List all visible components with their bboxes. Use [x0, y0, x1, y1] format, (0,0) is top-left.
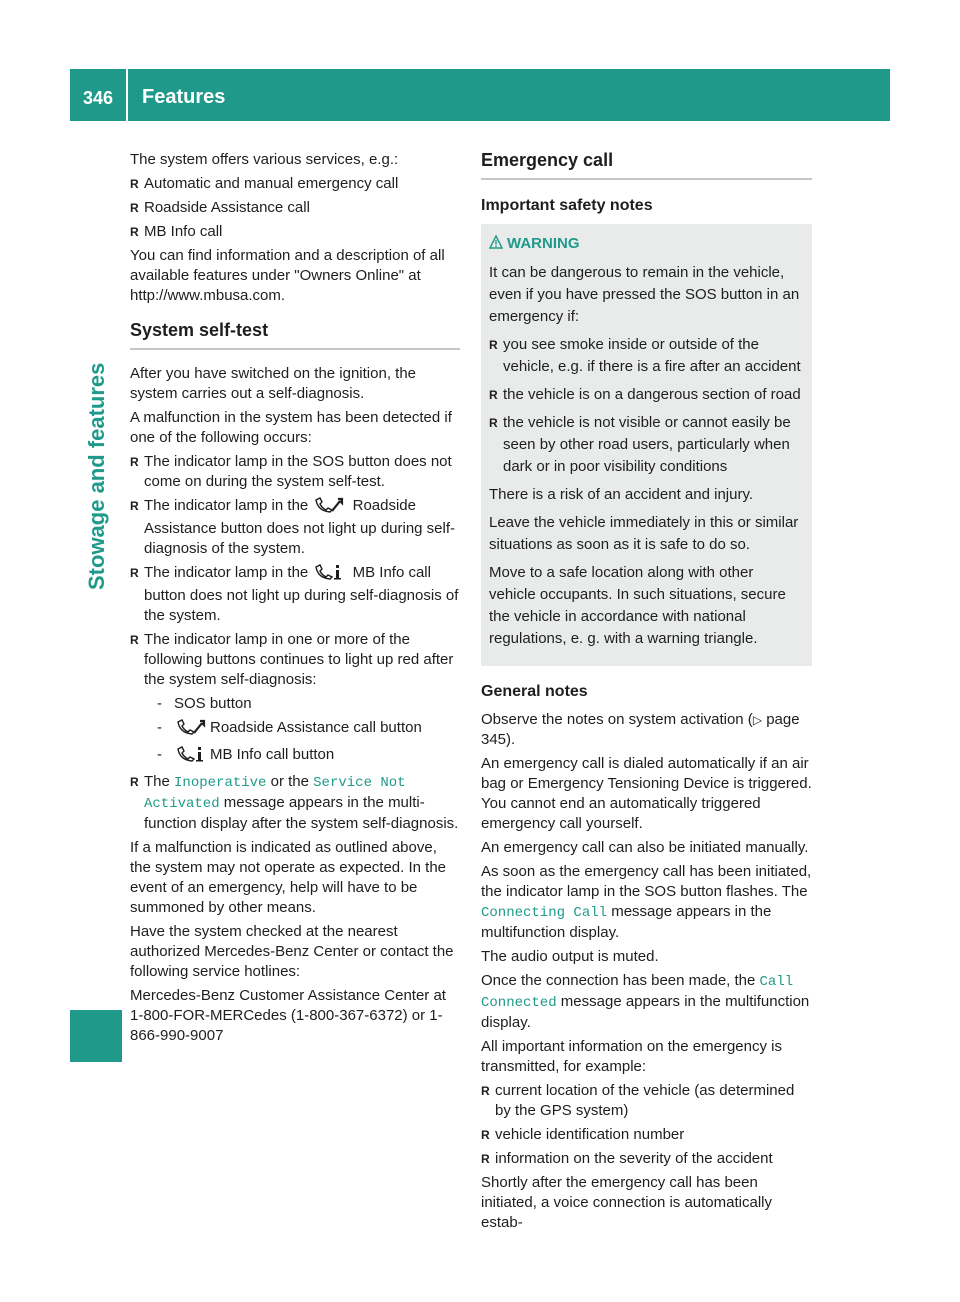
services-list	[130, 174, 460, 242]
list-item-text: The	[144, 773, 170, 790]
sublist-item	[144, 745, 460, 768]
paragraph-text: message appears in the multifunction display.	[481, 993, 810, 1031]
list-item: R MB Info call	[130, 222, 460, 242]
warning-triangle-icon	[489, 235, 503, 249]
list-item-text: The indicator lamp in the	[144, 564, 309, 581]
paragraph-text: Once the connection has been made, the	[481, 972, 756, 989]
page-number: 346	[83, 88, 114, 108]
page-reference-link[interactable]: page 345).	[481, 711, 800, 748]
sublist-item-text: Roadside Assistance call button	[210, 719, 422, 736]
list-item-text: The indicator lamp in one or more of the following buttons continues to light up red after the system self-diagnosis:	[144, 631, 454, 688]
display-message: Service Not Activated	[144, 775, 406, 812]
general-paragraph: Shortly after the emergency call has been initiated, a voice connection is automatically estab-	[481, 1174, 772, 1231]
display-message: Call Connected	[481, 974, 794, 1011]
general-paragraph	[481, 971, 812, 1033]
list-item-text: The indicator lamp in the	[144, 497, 309, 514]
phone-wrench-icon	[314, 497, 344, 519]
general-paragraph: An emergency call can also be initiated manually.	[481, 839, 809, 856]
warning-paragraph: Leave the vehicle immediately in this or similar situations as soon as it is safe to do so.	[489, 514, 799, 553]
list-item	[130, 496, 460, 559]
general-paragraph: All important information on the emergency is transmitted, for example:	[481, 1038, 782, 1075]
warning-title-text: WARNING	[507, 235, 580, 252]
warning-paragraph: There is a risk of an accident and injury.	[489, 486, 754, 503]
selftest-paragraph: A malfunction in the system has been detected if one of the following occurs:	[130, 409, 452, 446]
list-item-text: MB Info call button does not light up during self-diagnosis of the system.	[144, 564, 459, 624]
list-item	[130, 772, 460, 834]
list-item: R The indicator lamp in the SOS button does not come on during the system self-test.	[130, 452, 460, 492]
sublist-item-text: MB Info call button	[210, 746, 335, 763]
warning-list	[489, 334, 804, 478]
header-divider	[126, 69, 128, 121]
general-paragraph	[481, 862, 812, 943]
general-paragraph: The audio output is muted.	[481, 948, 659, 965]
list-item-text: Roadside Assistance button does not light up during self-diagnosis of the system.	[144, 497, 456, 557]
left-column	[130, 150, 460, 1050]
malfunction-list	[130, 452, 460, 834]
display-message: Connecting Call	[481, 905, 608, 921]
general-heading: General notes	[481, 683, 588, 700]
warning-paragraph: It can be dangerous to remain in the vehicle, even if you have pressed the SOS button in an emergency if:	[489, 264, 800, 325]
page-title: Features	[142, 86, 226, 108]
list-item-text: message appears in the multi-function display after the system self-diagnosis.	[144, 794, 459, 832]
list-item: R the vehicle is not visible or cannot easily be seen by other road users, particularly when dark or in poor visibility conditions	[489, 412, 804, 478]
list-item	[130, 630, 460, 768]
intro-text: The system offers various services, e.g.:	[130, 151, 399, 168]
list-item: R Roadside Assistance call	[130, 198, 460, 218]
list-item: R information on the severity of the accident	[481, 1149, 812, 1169]
check-paragraph: Have the system checked at the nearest authorized Mercedes-Benz Center or contact the following service hotlines:	[130, 923, 454, 980]
general-paragraph: An emergency call is dialed automatically if an air bag or Emergency Tensioning Device is triggered. You cannot end an automatically triggered emergency call yourself.	[481, 755, 812, 832]
display-message: Inoperative	[174, 775, 267, 791]
selftest-paragraph: After you have switched on the ignition, the system carries out a self-diagnosis.	[130, 365, 417, 402]
phone-info-icon	[314, 564, 344, 586]
phone-info-icon	[176, 746, 206, 768]
warning-title	[489, 234, 804, 254]
list-item: R Automatic and manual emergency call	[130, 174, 460, 194]
sublist-item: - SOS button	[144, 694, 460, 714]
section-heading: Emergency call	[481, 150, 812, 180]
list-item	[130, 563, 460, 626]
general-paragraph: Observe the notes on system activation (▷ page 345).	[481, 711, 800, 748]
phone-wrench-icon	[176, 719, 206, 741]
list-item: R current location of the vehicle (as determined by the GPS system)	[481, 1081, 812, 1121]
section-marker	[70, 1010, 122, 1062]
sublist-item	[144, 718, 460, 741]
list-item: R you see smoke inside or outside of the vehicle, e.g. if there is a fire after an accident	[489, 334, 804, 378]
info-text: You can find information and a description of all available features under "Owners Online" at http://www.mbusa.com.	[130, 247, 445, 304]
list-item: R the vehicle is on a dangerous section of road	[489, 384, 804, 406]
paragraph-text: As soon as the emergency call has been initiated, the indicator lamp in the SOS button flashes. The	[481, 863, 812, 900]
transmitted-info-list	[481, 1081, 812, 1169]
paragraph-text: Observe the notes on system activation	[481, 711, 744, 728]
malfunction-paragraph: If a malfunction is indicated as outlined above, the system may not operate as expected. In the event of an emergency, help will have to be summoned by other means.	[130, 839, 447, 916]
list-item-text: or the	[270, 773, 309, 790]
selftest-heading: System self-test	[130, 320, 460, 350]
button-sublist	[144, 694, 460, 768]
section-label: Stowage and features	[84, 362, 109, 590]
warning-paragraph: Move to a safe location along with other vehicle occupants. In such situations, secure the vehicle in accordance with national regulations, e. g. with a warning triangle.	[489, 564, 786, 647]
right-column	[481, 150, 812, 1237]
warning-box	[481, 224, 812, 666]
page-ref-arrow-icon: ▷	[752, 713, 763, 727]
safety-heading: Important safety notes	[481, 197, 653, 214]
hotline-paragraph: Mercedes-Benz Customer Assistance Center at 1-800-FOR-MERCedes (1-800-367-6372) or 1-866-990-9007	[130, 987, 446, 1044]
list-item: R vehicle identification number	[481, 1125, 812, 1145]
paragraph-text: message appears in the multifunction display.	[481, 903, 772, 941]
